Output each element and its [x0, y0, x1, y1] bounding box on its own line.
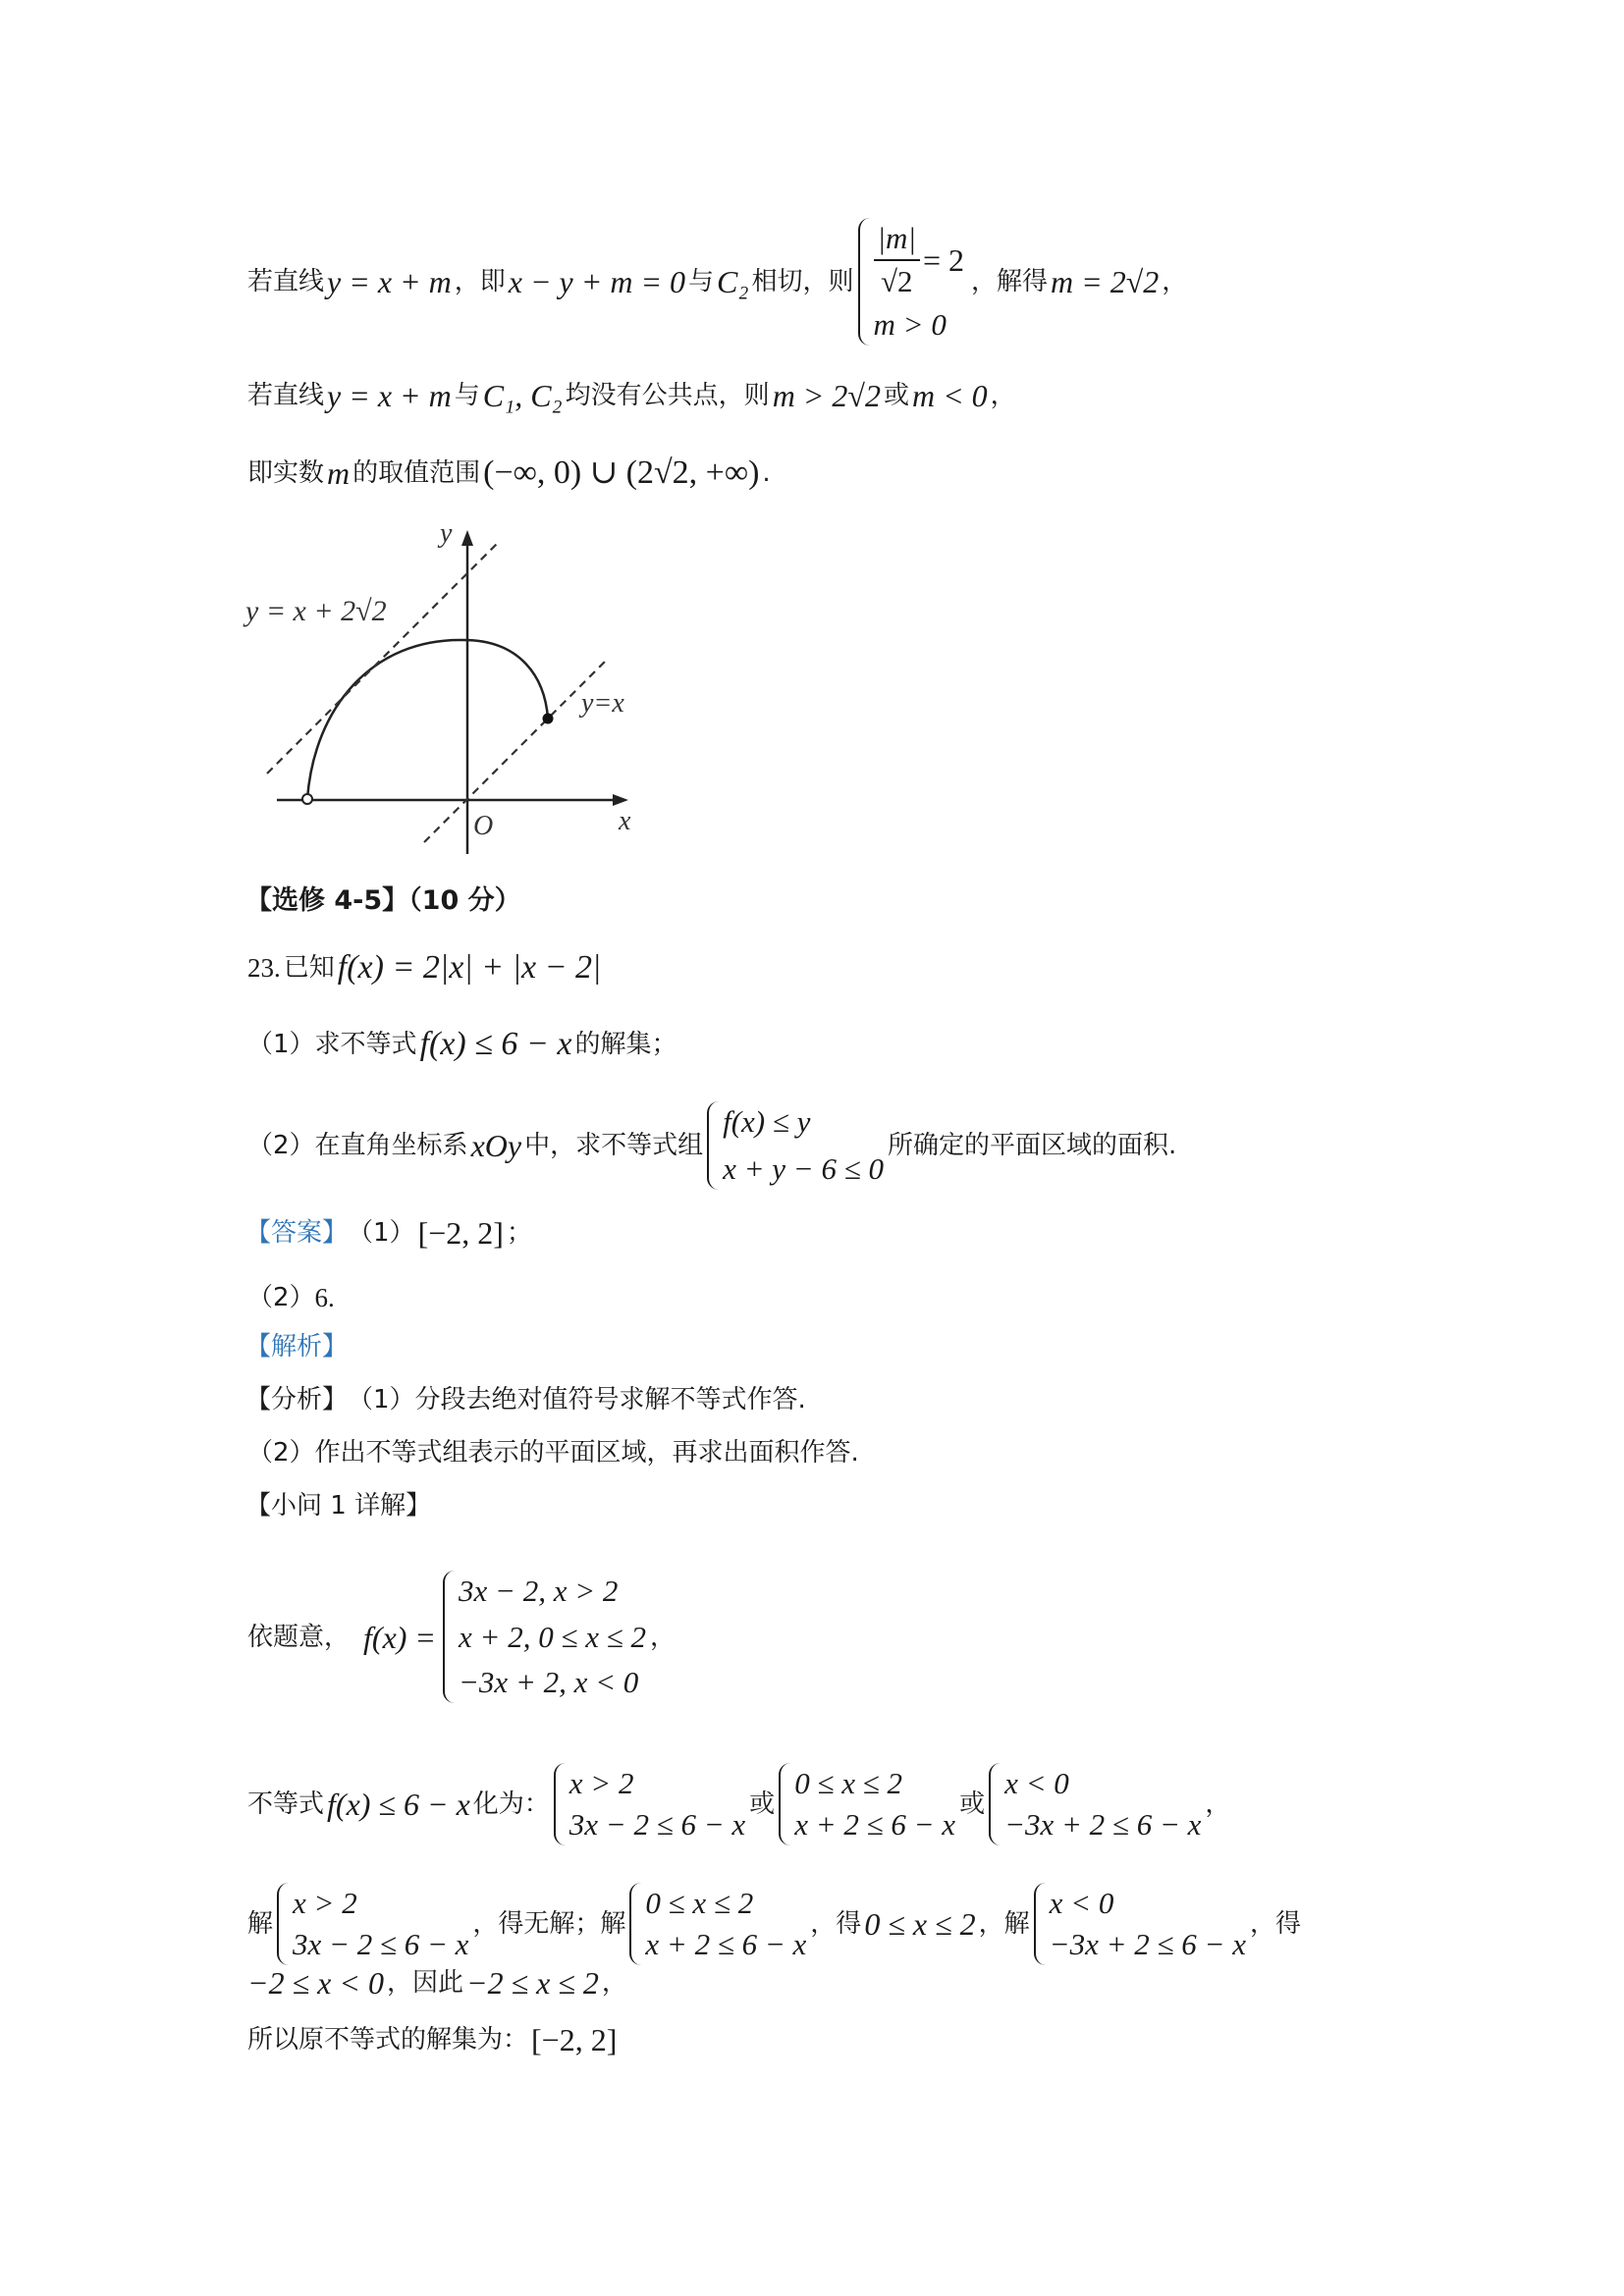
text: ； — [506, 1218, 532, 1248]
left-brace — [989, 1763, 1001, 1845]
system-rows — [1050, 1883, 1246, 1965]
fenxi-text-1: （1）分段去绝对值符号求解不等式作答. — [348, 1385, 806, 1415]
solve-system-3 — [1034, 1883, 1246, 1965]
system-row-1 — [874, 218, 967, 302]
text: 解 — [600, 1909, 626, 1939]
math-result: 0 ≤ x ≤ 2 — [864, 1906, 976, 1942]
case-row: −3x + 2 ≤ 6 − x — [1004, 1807, 1202, 1842]
y-axis-label: y — [440, 518, 453, 549]
math-inequality: f(x) ≤ 6 − x — [419, 1026, 572, 1062]
system-rows — [459, 1571, 646, 1703]
case-row: 0 ≤ x ≤ 2 — [794, 1766, 902, 1800]
math-result: m = 2√2 — [1051, 264, 1160, 299]
question-number: 23. — [247, 953, 281, 983]
tangent-line-dashed — [267, 542, 499, 774]
text: ，因此 — [386, 1968, 463, 1998]
no-intersection-line — [247, 376, 1016, 415]
text: . — [762, 458, 771, 488]
fenxi-line-1 — [245, 1380, 806, 1419]
math-curve-c2: C₂ — [717, 264, 749, 299]
system-rows — [293, 1883, 468, 1965]
fraction-rhs: = 2 — [922, 242, 965, 278]
sub-question-1-heading — [245, 1486, 431, 1525]
system-row-2: x + y − 6 ≤ 0 — [723, 1151, 884, 1186]
section-heading: 【选修 4-5】（10 分） — [245, 885, 521, 916]
semicircle-arc — [307, 640, 548, 799]
case-system-1 — [554, 1763, 745, 1845]
part-label: （2） — [247, 1131, 315, 1160]
solve-line — [247, 1883, 1301, 1965]
answer-label: 【答案】 — [245, 1218, 349, 1248]
question-part-1 — [247, 1025, 677, 1064]
piecewise-system — [443, 1571, 646, 1703]
question-part-2 — [247, 1101, 1176, 1190]
system-rows — [1004, 1763, 1201, 1845]
piecewise-row-1: 3x − 2, x > 2 — [459, 1574, 619, 1608]
part-label: （1） — [348, 1218, 415, 1248]
tangent-condition-line — [247, 218, 1187, 346]
closed-endpoint-icon — [543, 714, 554, 724]
left-brace — [1034, 1883, 1046, 1965]
analysis-heading — [245, 1327, 348, 1366]
system-rows — [645, 1883, 806, 1965]
case-row: 3x − 2 ≤ 6 − x — [568, 1807, 746, 1842]
fenxi-label: 【分析】 — [245, 1385, 349, 1415]
fraction-denominator: √2 — [880, 264, 913, 298]
text: ，即 — [454, 267, 506, 296]
case-row: x > 2 — [293, 1886, 357, 1920]
case-row: x + 2 ≤ 6 − x — [645, 1927, 807, 1961]
text: 解 — [1003, 1909, 1030, 1939]
text: ，得 — [810, 1909, 862, 1939]
text: 不等式 — [247, 1789, 325, 1819]
math-condition-2: m < 0 — [911, 378, 988, 413]
text: 均没有公共点，则 — [565, 381, 770, 410]
text: 或 — [883, 381, 909, 410]
fraction-numerator: |m| — [874, 218, 920, 261]
left-brace — [277, 1883, 289, 1965]
math-variable: m — [327, 455, 351, 491]
case-row: x < 0 — [1004, 1766, 1069, 1800]
solve-system-1 — [277, 1883, 468, 1965]
system-rows — [569, 1763, 745, 1845]
text: 依题意， — [247, 1622, 351, 1652]
transform-line — [247, 1763, 1230, 1845]
answer-line-2 — [247, 1278, 338, 1317]
text: 与 — [688, 267, 715, 296]
solution-continuation — [247, 1963, 627, 2002]
range-line — [247, 454, 771, 493]
piecewise-row-3: −3x + 2, x < 0 — [459, 1665, 639, 1699]
semicircle-tangent-figure — [236, 510, 677, 874]
part-label: （1） — [247, 1030, 315, 1059]
tangent-line-label: y = x + 2√2 — [245, 595, 387, 627]
math-line-equation: y = x + m — [327, 264, 452, 299]
answer-value-1: [−2, 2] — [417, 1215, 504, 1251]
line-y-x-label: y=x — [581, 688, 624, 719]
text: 化为： — [472, 1789, 550, 1819]
piecewise-definition — [247, 1571, 676, 1703]
math-function-definition: f(x) = 2|x| + |x − 2| — [337, 949, 602, 986]
case-row: 3x − 2 ≤ 6 − x — [293, 1927, 469, 1961]
text: 在直角坐标系 — [314, 1131, 468, 1160]
math-lhs: f(x) = — [363, 1619, 437, 1655]
text: 所以原不等式的解集为： — [247, 2025, 529, 2055]
y-axis-arrow-icon — [461, 530, 473, 546]
text: 即实数 — [247, 458, 325, 488]
left-brace — [443, 1571, 455, 1703]
system-row-2: m > 0 — [873, 307, 947, 342]
part-label: （2） — [247, 1283, 315, 1312]
line-y-equals-x-dashed — [424, 660, 607, 842]
text: 的取值范围 — [352, 458, 481, 488]
text: 相切，则 — [751, 267, 854, 296]
text: 的解集； — [574, 1030, 677, 1059]
text: ， — [1205, 1789, 1231, 1819]
fenxi-line-2 — [247, 1433, 859, 1472]
case-system-2 — [779, 1763, 955, 1845]
answer-value-2: 6. — [314, 1283, 335, 1312]
text: ，得无解； — [472, 1909, 601, 1939]
fenxi-text-2: （2）作出不等式组表示的平面区域，再求出面积作答. — [247, 1438, 859, 1468]
math-general-form: x − y + m = 0 — [508, 264, 686, 299]
inequality-system — [707, 1101, 884, 1190]
fraction — [874, 218, 920, 302]
or-word: 或 — [749, 1789, 776, 1819]
text: ， — [1162, 267, 1188, 296]
text: ，解得 — [971, 267, 1049, 296]
case-row: −3x + 2 ≤ 6 − x — [1049, 1927, 1246, 1961]
text: 若直线 — [247, 381, 325, 410]
origin-label: O — [473, 811, 494, 841]
case-row: 0 ≤ x ≤ 2 — [645, 1886, 754, 1920]
math-line-equation: y = x + m — [327, 378, 452, 413]
system-row-1: f(x) ≤ y — [723, 1104, 811, 1139]
text: 求不等式 — [314, 1030, 417, 1059]
case-system-3 — [989, 1763, 1201, 1845]
text: 解 — [247, 1909, 274, 1939]
text: 所确定的平面区域的面积. — [887, 1131, 1177, 1160]
system-rows — [874, 218, 967, 346]
text: 若直线 — [247, 267, 325, 296]
math-curves: C₁, C₂ — [482, 378, 563, 413]
piecewise-row-2: x + 2, 0 ≤ x ≤ 2 — [459, 1619, 646, 1654]
system-rows — [794, 1763, 955, 1845]
left-brace — [554, 1763, 566, 1845]
text: 已知 — [283, 953, 335, 983]
math-solution-set: [−2, 2] — [531, 2022, 618, 2057]
or-word: 或 — [959, 1789, 986, 1819]
math-range: (−∞, 0) ∪ (2√2, +∞) — [483, 454, 760, 491]
answer-line-1 — [245, 1213, 532, 1253]
math-coordinate-system: xOy — [470, 1128, 522, 1163]
left-brace — [779, 1763, 790, 1845]
section-title — [245, 881, 521, 921]
case-row: x + 2 ≤ 6 − x — [794, 1807, 956, 1842]
math-condition-1: m > 2√2 — [772, 378, 881, 413]
math-result: −2 ≤ x ≤ 2 — [465, 1965, 599, 2001]
x-axis-label: x — [619, 806, 631, 836]
math-inequality: f(x) ≤ 6 − x — [327, 1787, 470, 1822]
analysis-label: 【解析】 — [245, 1332, 349, 1362]
text: ， — [649, 1622, 676, 1652]
left-brace — [707, 1101, 719, 1190]
sub-question-label: 【小问 1 详解】 — [245, 1491, 432, 1521]
text: 中，求不等式组 — [524, 1131, 704, 1160]
text: ， — [978, 1909, 1004, 1939]
text: ， — [601, 1968, 627, 1998]
tangent-system — [858, 218, 967, 346]
text: ， — [990, 381, 1016, 410]
open-endpoint-icon — [302, 794, 312, 804]
case-row: x > 2 — [568, 1766, 634, 1800]
conclusion-line — [247, 2020, 620, 2059]
x-axis-arrow-icon — [613, 794, 628, 806]
left-brace — [629, 1883, 641, 1965]
math-result: −2 ≤ x < 0 — [247, 1965, 384, 2001]
text: 与 — [454, 381, 480, 410]
question-stem — [247, 948, 604, 988]
case-row: x < 0 — [1049, 1886, 1114, 1920]
left-brace — [858, 218, 870, 346]
text: ，得 — [1249, 1909, 1301, 1939]
system-rows — [723, 1101, 884, 1190]
solve-system-2 — [629, 1883, 806, 1965]
